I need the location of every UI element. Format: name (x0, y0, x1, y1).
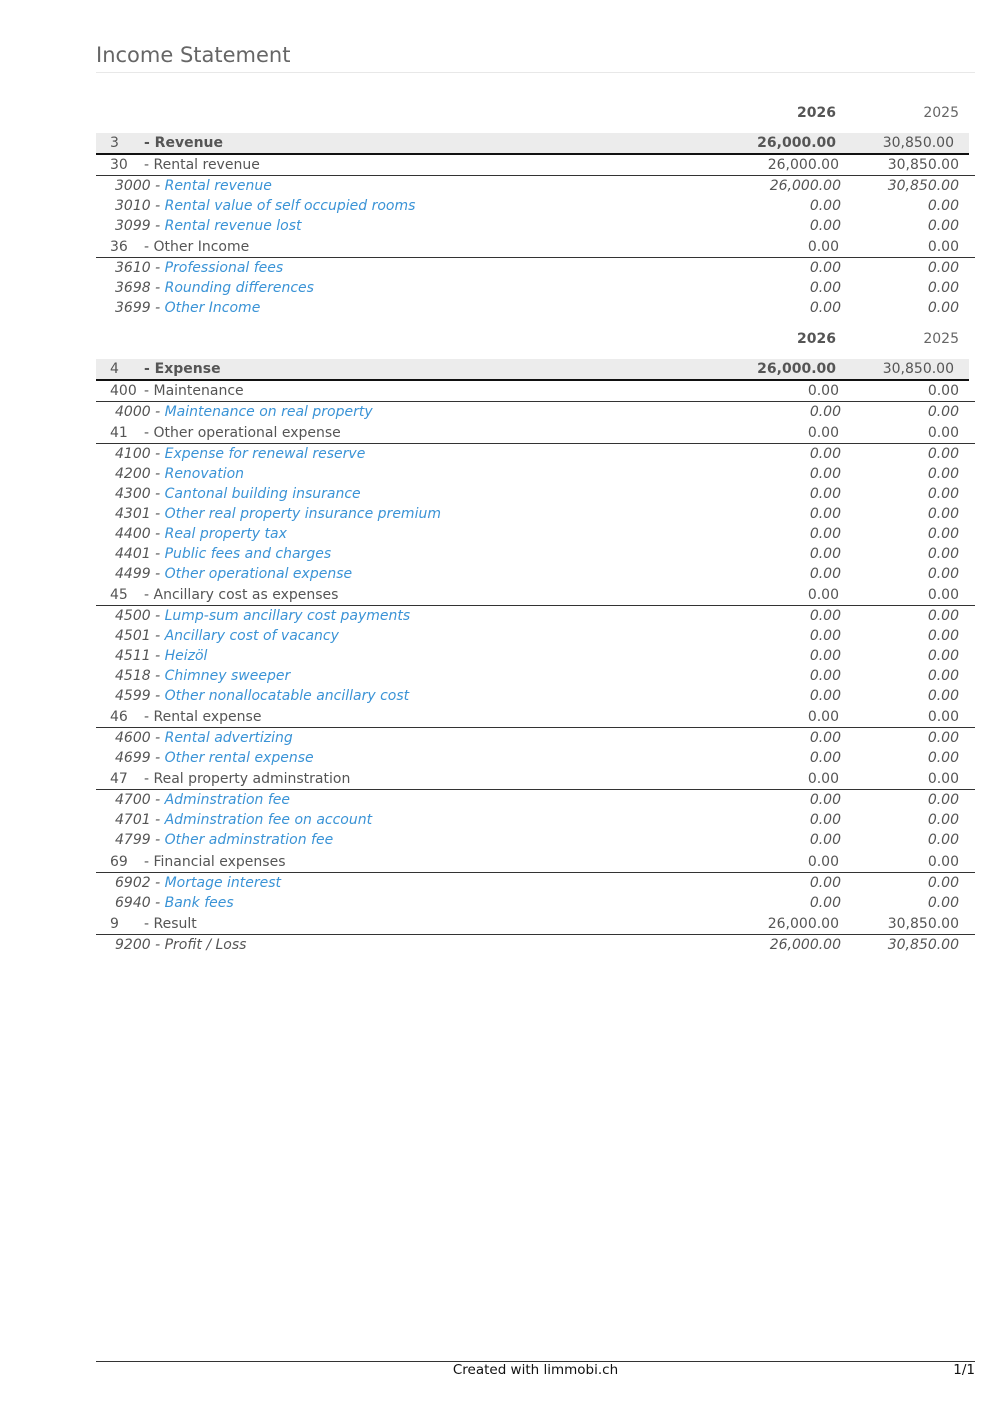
account-value-current: 0.00 (809, 688, 841, 704)
account-value-previous: 0.00 (927, 280, 959, 296)
account-value-previous: 0.00 (927, 300, 959, 316)
class-row-expense (96, 359, 969, 381)
account-number: 4501 (115, 628, 151, 644)
group-value-current: 0.00 (807, 854, 839, 870)
group-value-previous: 0.00 (927, 425, 959, 441)
account-value-previous: 0.00 (927, 566, 959, 582)
group-code: 45 (110, 587, 128, 603)
account-link[interactable]: Other operational expense (164, 566, 353, 582)
account-number: 4700 (115, 792, 151, 808)
account-value-current: 0.00 (809, 895, 841, 911)
account-number: 6902 (115, 875, 151, 891)
account-label: 3000 - Rental revenue (115, 178, 272, 194)
account-link[interactable]: Mortage interest (164, 875, 282, 891)
account-number: 4599 (115, 688, 151, 704)
account-number: 3000 (115, 178, 151, 194)
account-label: 4301 - Other real property insurance premium (115, 506, 441, 522)
account-number: 4000 (115, 404, 151, 420)
account-value-current: 0.00 (809, 546, 841, 562)
group-code: 400 (110, 383, 137, 399)
group-name: - Maintenance (144, 383, 244, 399)
account-number: 4200 (115, 466, 151, 482)
account-label: 4000 - Maintenance on real property (115, 404, 373, 420)
account-number: 3698 (115, 280, 151, 296)
account-number: 4499 (115, 566, 151, 582)
account-value-current: 0.00 (809, 300, 841, 316)
footer-created: Created with limmobi.ch (452, 1362, 619, 1378)
account-link[interactable]: Ancillary cost of vacancy (164, 628, 339, 644)
account-link[interactable]: Other real property insurance premium (164, 506, 441, 522)
account-label: 3698 - Rounding differences (115, 280, 314, 296)
account-value-current: 0.00 (809, 486, 841, 502)
account-label: 4400 - Real property tax (115, 526, 287, 542)
group-name: - Financial expenses (144, 854, 286, 870)
account-label: 4701 - Adminstration fee on account (115, 812, 373, 828)
account-label: 4599 - Other nonallocatable ancillary cost (115, 688, 410, 704)
account-value-current: 0.00 (809, 566, 841, 582)
account-value-current: 0.00 (809, 260, 841, 276)
account-link[interactable]: Adminstration fee on account (164, 812, 373, 828)
group-row (96, 382, 975, 402)
group-name: - Rental expense (144, 709, 262, 725)
account-number: 4500 (115, 608, 151, 624)
account-number: 4799 (115, 832, 151, 848)
group-value-previous: 0.00 (927, 587, 959, 603)
page-title: Income Statement (96, 43, 291, 67)
account-value-previous: 0.00 (927, 260, 959, 276)
account-label: 4699 - Other rental expense (115, 750, 314, 766)
account-link[interactable]: Lump-sum ancillary cost payments (164, 608, 411, 624)
account-label: 4511 - Heizöl (115, 648, 208, 664)
group-value-current: 0.00 (807, 709, 839, 725)
account-value-previous: 0.00 (927, 446, 959, 462)
group-value-current: 0.00 (807, 587, 839, 603)
account-value-current: 0.00 (809, 280, 841, 296)
account-value-previous: 0.00 (927, 506, 959, 522)
account-link[interactable]: Public fees and charges (164, 546, 332, 562)
account-value-previous: 0.00 (927, 404, 959, 420)
account-label: 4700 - Adminstration fee (115, 792, 290, 808)
account-label: 3010 - Rental value of self occupied rooms (115, 198, 416, 214)
group-name: - Ancillary cost as expenses (144, 587, 339, 603)
account-label: 4518 - Chimney sweeper (115, 668, 291, 684)
account-value-current: 26,000.00 (769, 178, 841, 194)
footer-page-number: 1/1 (953, 1362, 975, 1378)
account-value-previous: 0.00 (927, 486, 959, 502)
account-number: 3610 (115, 260, 151, 276)
group-value-current: 0.00 (807, 771, 839, 787)
account-link[interactable]: Rental advertizing (164, 730, 293, 746)
group-value-previous: 0.00 (927, 709, 959, 725)
class-value-current: 26,000.00 (757, 135, 836, 151)
account-value-previous: 0.00 (927, 832, 959, 848)
group-row (96, 238, 975, 258)
account-link[interactable]: Rounding differences (164, 280, 314, 296)
group-code: 9 (110, 916, 119, 932)
account-link[interactable]: Expense for renewal reserve (164, 446, 366, 462)
group-row (96, 708, 975, 728)
account-link[interactable]: Chimney sweeper (164, 668, 291, 684)
account-number: 3010 (115, 198, 151, 214)
account-label: 9200 - Profit / Loss (115, 937, 247, 953)
group-code: 47 (110, 771, 128, 787)
account-value-current: 0.00 (809, 812, 841, 828)
group-row-result (96, 915, 975, 935)
account-value-current: 0.00 (809, 628, 841, 644)
group-value-current: 0.00 (807, 383, 839, 399)
account-label: 4600 - Rental advertizing (115, 730, 293, 746)
group-value-current: 26,000.00 (767, 157, 839, 173)
group-name: - Result (144, 916, 197, 932)
account-link[interactable]: Renovation (164, 466, 245, 482)
class-value-previous: 30,850.00 (882, 361, 954, 377)
account-value-previous: 0.00 (927, 895, 959, 911)
account-value-previous: 0.00 (927, 875, 959, 891)
account-value-previous: 30,850.00 (887, 178, 959, 194)
group-code: 41 (110, 425, 128, 441)
group-row (96, 424, 975, 444)
account-link[interactable]: Rental revenue lost (164, 218, 302, 234)
group-name: - Other operational expense (144, 425, 341, 441)
account-value-previous: 0.00 (927, 218, 959, 234)
class-value-current: 26,000.00 (757, 361, 836, 377)
account-number: 4400 (115, 526, 151, 542)
account-link[interactable]: Rental revenue (164, 178, 272, 194)
account-label: 4300 - Cantonal building insurance (115, 486, 361, 502)
account-value-current: 0.00 (809, 792, 841, 808)
account-value-previous: 30,850.00 (887, 937, 959, 953)
account-number: 6940 (115, 895, 151, 911)
account-value-previous: 0.00 (927, 668, 959, 684)
group-value-current: 0.00 (807, 425, 839, 441)
account-link[interactable]: Professional fees (164, 260, 284, 276)
class-name: - Expense (144, 361, 221, 377)
group-value-current: 0.00 (807, 239, 839, 255)
account-label: 6940 - Bank fees (115, 895, 234, 911)
group-code: 36 (110, 239, 128, 255)
account-value-previous: 0.00 (927, 730, 959, 746)
account-link[interactable]: Maintenance on real property (164, 404, 373, 420)
account-label: 4499 - Other operational expense (115, 566, 353, 582)
account-value-current: 26,000.00 (769, 937, 841, 953)
group-code: 46 (110, 709, 128, 725)
account-value-previous: 0.00 (927, 812, 959, 828)
class-name: - Revenue (144, 135, 224, 151)
account-value-current: 0.00 (809, 446, 841, 462)
account-value-previous: 0.00 (927, 546, 959, 562)
account-link[interactable]: Real property tax (164, 526, 287, 542)
group-value-previous: 0.00 (927, 383, 959, 399)
year-previous: 2025 (923, 331, 959, 347)
account-label: 4501 - Ancillary cost of vacancy (115, 628, 339, 644)
group-name: - Real property adminstration (144, 771, 351, 787)
account-value-current: 0.00 (809, 526, 841, 542)
account-link[interactable]: Adminstration fee (164, 792, 290, 808)
group-code: 30 (110, 157, 128, 173)
account-label: 4799 - Other adminstration fee (115, 832, 334, 848)
group-value-current: 26,000.00 (767, 916, 839, 932)
account-value-previous: 0.00 (927, 628, 959, 644)
group-value-previous: 0.00 (927, 854, 959, 870)
group-value-previous: 0.00 (927, 239, 959, 255)
year-current: 2026 (797, 105, 836, 121)
account-value-current: 0.00 (809, 730, 841, 746)
account-label: 3699 - Other Income (115, 300, 261, 316)
account-value-previous: 0.00 (927, 688, 959, 704)
group-name: - Other Income (144, 239, 250, 255)
class-code: 3 (110, 135, 119, 151)
year-current: 2026 (797, 331, 836, 347)
account-link[interactable]: Other adminstration fee (164, 832, 334, 848)
group-name: - Rental revenue (144, 157, 260, 173)
class-value-previous: 30,850.00 (882, 135, 954, 151)
account-link[interactable]: Other Income (164, 300, 261, 316)
account-value-current: 0.00 (809, 506, 841, 522)
account-value-current: 0.00 (809, 648, 841, 664)
account-label: 3610 - Professional fees (115, 260, 284, 276)
account-label: 6902 - Mortage interest (115, 875, 282, 891)
account-value-previous: 0.00 (927, 466, 959, 482)
account-number: 4518 (115, 668, 151, 684)
account-number: 4511 (115, 648, 151, 664)
account-value-current: 0.00 (809, 832, 841, 848)
account-label: 4500 - Lump-sum ancillary cost payments (115, 608, 411, 624)
account-link[interactable]: Bank fees (164, 895, 234, 911)
group-row (96, 770, 975, 790)
account-number: 4600 (115, 730, 151, 746)
account-label: 4100 - Expense for renewal reserve (115, 446, 366, 462)
account-number: 3699 (115, 300, 151, 316)
account-value-previous: 0.00 (927, 750, 959, 766)
account-number: 4699 (115, 750, 151, 766)
account-value-previous: 0.00 (927, 198, 959, 214)
account-value-current: 0.00 (809, 668, 841, 684)
group-value-previous: 30,850.00 (887, 157, 959, 173)
account-label: 4200 - Renovation (115, 466, 245, 482)
account-value-current: 0.00 (809, 404, 841, 420)
group-code: 69 (110, 854, 128, 870)
account-value-previous: 0.00 (927, 792, 959, 808)
group-row (96, 156, 975, 176)
account-name: Profit / Loss (164, 937, 247, 953)
account-link[interactable]: Other nonallocatable ancillary cost (164, 688, 410, 704)
account-number: 4100 (115, 446, 151, 462)
account-value-previous: 0.00 (927, 608, 959, 624)
account-number: 4301 (115, 506, 151, 522)
account-value-current: 0.00 (809, 608, 841, 624)
group-value-previous: 0.00 (927, 771, 959, 787)
account-number: 4701 (115, 812, 151, 828)
account-label: 3099 - Rental revenue lost (115, 218, 302, 234)
account-link[interactable]: Cantonal building insurance (164, 486, 361, 502)
account-link[interactable]: Rental value of self occupied rooms (164, 198, 416, 214)
account-label: 4401 - Public fees and charges (115, 546, 332, 562)
class-row-revenue (96, 133, 969, 155)
account-number: 4300 (115, 486, 151, 502)
group-row (96, 853, 975, 873)
account-value-current: 0.00 (809, 198, 841, 214)
account-number: 9200 (115, 937, 151, 953)
year-previous: 2025 (923, 105, 959, 121)
title-divider (96, 72, 975, 73)
account-value-current: 0.00 (809, 875, 841, 891)
account-number: 3099 (115, 218, 151, 234)
account-value-previous: 0.00 (927, 648, 959, 664)
account-link[interactable]: Heizöl (164, 648, 208, 664)
account-link[interactable]: Other rental expense (164, 750, 314, 766)
group-row (96, 586, 975, 606)
account-value-current: 0.00 (809, 466, 841, 482)
class-code: 4 (110, 361, 119, 377)
account-number: 4401 (115, 546, 151, 562)
account-value-current: 0.00 (809, 750, 841, 766)
group-value-previous: 30,850.00 (887, 916, 959, 932)
account-value-previous: 0.00 (927, 526, 959, 542)
account-value-current: 0.00 (809, 218, 841, 234)
